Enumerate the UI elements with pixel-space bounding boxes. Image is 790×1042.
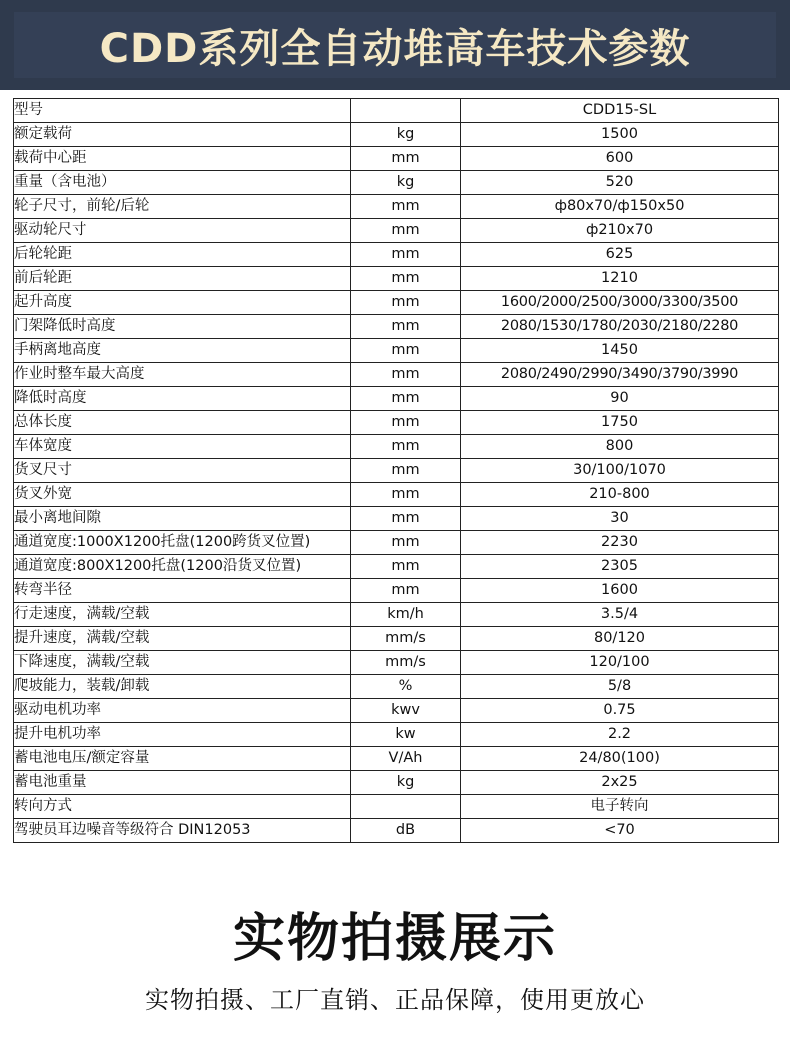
section-title: 实物拍摄展示 — [232, 909, 557, 969]
spec-unit-cell: km/h — [351, 603, 461, 627]
spec-value-cell: 2080/2490/2990/3490/3790/3990 — [461, 363, 779, 387]
table-row — [14, 387, 779, 411]
spec-name-cell: 后轮轮距 — [14, 243, 351, 267]
header-banner-inner — [14, 12, 776, 78]
table-row — [14, 315, 779, 339]
spec-value-cell: 1500 — [461, 123, 779, 147]
spec-value-cell: CDD15-SL — [461, 99, 779, 123]
spec-value-cell: 2x25 — [461, 771, 779, 795]
spec-unit-cell: kg — [351, 123, 461, 147]
page-title: CDD系列全自动堆高车技术参数 — [99, 25, 691, 72]
spec-unit-cell: dB — [351, 819, 461, 843]
spec-unit-cell: mm — [351, 219, 461, 243]
spec-name-cell: 降低时高度 — [14, 387, 351, 411]
table-row — [14, 171, 779, 195]
table-row — [14, 699, 779, 723]
spec-name-cell: 型号 — [14, 99, 351, 123]
spec-value-cell: ф210x70 — [461, 219, 779, 243]
spec-name-cell: 通道宽度:800X1200托盘(1200沿货叉位置) — [14, 555, 351, 579]
table-row — [14, 795, 779, 819]
spec-name-cell: 驱动电机功率 — [14, 699, 351, 723]
spec-value-cell: 600 — [461, 147, 779, 171]
table-row — [14, 411, 779, 435]
table-row — [14, 483, 779, 507]
spec-name-cell: 最小离地间隙 — [14, 507, 351, 531]
spec-unit-cell: mm — [351, 267, 461, 291]
spec-value-cell: 0.75 — [461, 699, 779, 723]
table-row — [14, 507, 779, 531]
spec-unit-cell: mm — [351, 555, 461, 579]
table-row — [14, 747, 779, 771]
table-row — [14, 219, 779, 243]
header-banner — [0, 0, 790, 90]
spec-name-cell: 货叉外宽 — [14, 483, 351, 507]
spec-value-cell: <70 — [461, 819, 779, 843]
spec-name-cell: 通道宽度:1000X1200托盘(1200跨货叉位置) — [14, 531, 351, 555]
table-row — [14, 435, 779, 459]
spec-name-cell: 作业时整车最大高度 — [14, 363, 351, 387]
spec-unit-cell: mm — [351, 507, 461, 531]
spec-name-cell: 提升速度，满载/空载 — [14, 627, 351, 651]
spec-name-cell: 手柄离地高度 — [14, 339, 351, 363]
table-row — [14, 579, 779, 603]
spec-unit-cell: mm — [351, 459, 461, 483]
spec-table-body — [14, 99, 779, 843]
table-row — [14, 363, 779, 387]
spec-name-cell: 蓄电池重量 — [14, 771, 351, 795]
section-subtitle: 实物拍摄、工厂直销、正品保障，使用更放心 — [145, 986, 645, 1014]
spec-value-cell: 1750 — [461, 411, 779, 435]
spec-value-cell: 520 — [461, 171, 779, 195]
spec-unit-cell: mm — [351, 531, 461, 555]
table-row — [14, 243, 779, 267]
table-row — [14, 603, 779, 627]
spec-name-cell: 提升电机功率 — [14, 723, 351, 747]
table-row — [14, 459, 779, 483]
spec-value-cell: 5/8 — [461, 675, 779, 699]
spec-value-cell: 90 — [461, 387, 779, 411]
spec-name-cell: 驾驶员耳边噪音等级符合 DIN12053 — [14, 819, 351, 843]
spec-unit-cell: mm — [351, 411, 461, 435]
table-row — [14, 723, 779, 747]
spec-value-cell: 电子转向 — [461, 795, 779, 819]
spec-unit-cell: mm — [351, 315, 461, 339]
table-row — [14, 555, 779, 579]
spec-name-cell: 行走速度，满载/空载 — [14, 603, 351, 627]
spec-unit-cell: mm/s — [351, 651, 461, 675]
spec-unit-cell: mm — [351, 387, 461, 411]
table-row — [14, 627, 779, 651]
spec-name-cell: 转向方式 — [14, 795, 351, 819]
spec-name-cell: 重量（含电池） — [14, 171, 351, 195]
spec-value-cell: 210-800 — [461, 483, 779, 507]
spec-unit-cell: kg — [351, 771, 461, 795]
table-row — [14, 195, 779, 219]
spec-unit-cell: mm/s — [351, 627, 461, 651]
spec-unit-cell: kw — [351, 723, 461, 747]
table-row — [14, 267, 779, 291]
spec-table — [13, 98, 779, 843]
spec-value-cell: 30 — [461, 507, 779, 531]
spec-name-cell: 门架降低时高度 — [14, 315, 351, 339]
spec-unit-cell: mm — [351, 291, 461, 315]
spec-value-cell: ф80x70/ф150x50 — [461, 195, 779, 219]
spec-unit-cell: mm — [351, 195, 461, 219]
spec-name-cell: 起升高度 — [14, 291, 351, 315]
table-row — [14, 291, 779, 315]
spec-name-cell: 车体宽度 — [14, 435, 351, 459]
spec-value-cell: 120/100 — [461, 651, 779, 675]
spec-value-cell: 3.5/4 — [461, 603, 779, 627]
spec-name-cell: 爬坡能力，装载/卸载 — [14, 675, 351, 699]
table-row — [14, 771, 779, 795]
spec-unit-cell: mm — [351, 483, 461, 507]
spec-value-cell: 2080/1530/1780/2030/2180/2280 — [461, 315, 779, 339]
spec-unit-cell: mm — [351, 243, 461, 267]
table-row — [14, 147, 779, 171]
spec-value-cell: 2.2 — [461, 723, 779, 747]
spec-name-cell: 前后轮距 — [14, 267, 351, 291]
table-row — [14, 651, 779, 675]
spec-unit-cell: kg — [351, 171, 461, 195]
spec-value-cell: 30/100/1070 — [461, 459, 779, 483]
spec-value-cell: 80/120 — [461, 627, 779, 651]
table-row — [14, 675, 779, 699]
spec-value-cell: 800 — [461, 435, 779, 459]
spec-unit-cell: mm — [351, 435, 461, 459]
spec-unit-cell: mm — [351, 363, 461, 387]
spec-name-cell: 货叉尺寸 — [14, 459, 351, 483]
spec-unit-cell: V/Ah — [351, 747, 461, 771]
spec-value-cell: 625 — [461, 243, 779, 267]
spec-name-cell: 额定载荷 — [14, 123, 351, 147]
table-row — [14, 123, 779, 147]
spec-value-cell: 1600 — [461, 579, 779, 603]
spec-value-cell: 24/80(100) — [461, 747, 779, 771]
spec-value-cell: 1450 — [461, 339, 779, 363]
spec-name-cell: 下降速度，满载/空载 — [14, 651, 351, 675]
spec-unit-cell: kwv — [351, 699, 461, 723]
spec-name-cell: 载荷中心距 — [14, 147, 351, 171]
spec-unit-cell — [351, 795, 461, 819]
table-row — [14, 531, 779, 555]
spec-value-cell: 2305 — [461, 555, 779, 579]
table-row — [14, 819, 779, 843]
spec-unit-cell: mm — [351, 339, 461, 363]
spec-unit-cell — [351, 99, 461, 123]
spec-value-cell: 1600/2000/2500/3000/3300/3500 — [461, 291, 779, 315]
spec-value-cell: 1210 — [461, 267, 779, 291]
spec-name-cell: 轮子尺寸，前轮/后轮 — [14, 195, 351, 219]
spec-unit-cell: % — [351, 675, 461, 699]
spec-name-cell: 驱动轮尺寸 — [14, 219, 351, 243]
table-row — [14, 339, 779, 363]
spec-unit-cell: mm — [351, 579, 461, 603]
spec-name-cell: 总体长度 — [14, 411, 351, 435]
table-row — [14, 99, 779, 123]
spec-name-cell: 转弯半径 — [14, 579, 351, 603]
spec-unit-cell: mm — [351, 147, 461, 171]
spec-name-cell: 蓄电池电压/额定容量 — [14, 747, 351, 771]
spec-value-cell: 2230 — [461, 531, 779, 555]
